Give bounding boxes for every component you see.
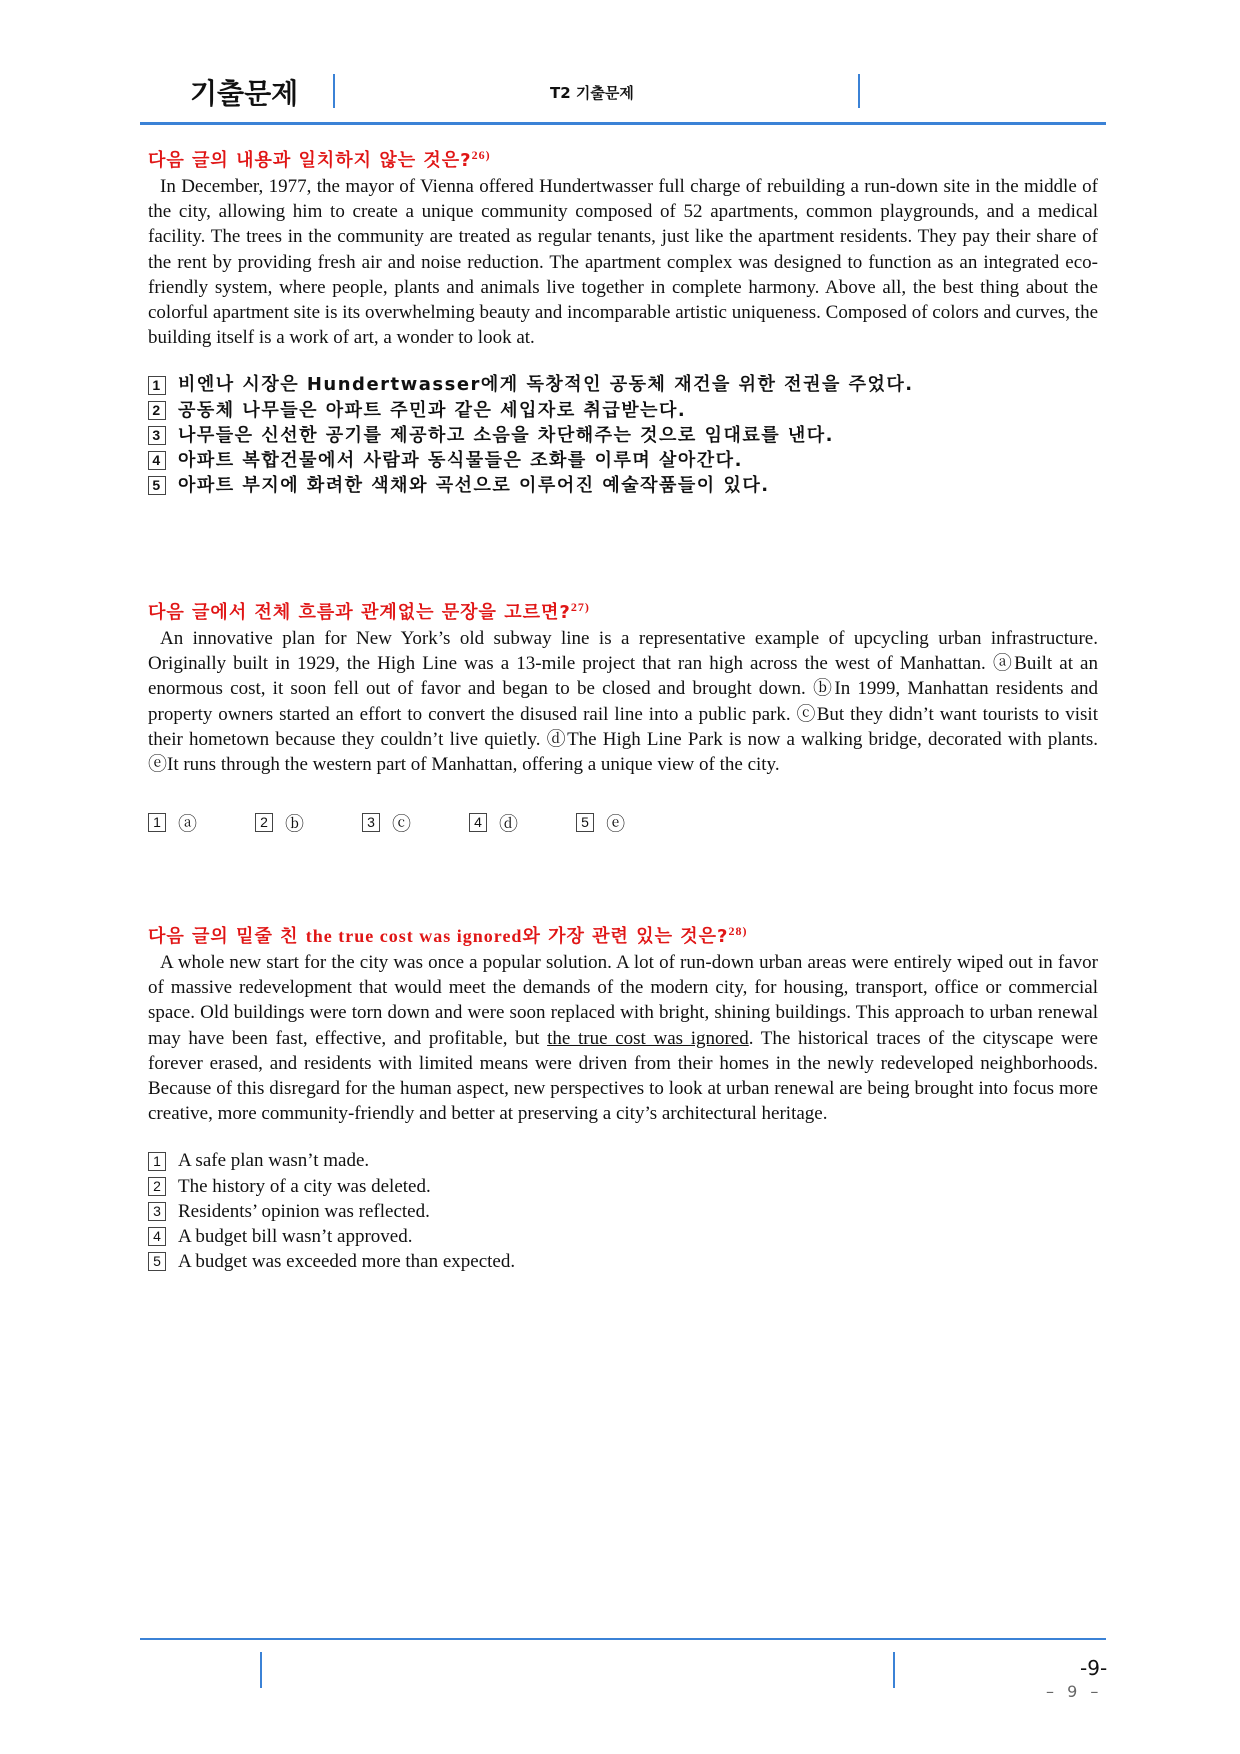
question-title-text: 다음 글의 밑줄 친 xyxy=(148,926,306,947)
choice-2[interactable] xyxy=(148,1174,1098,1199)
choice-text: 아파트 복합건물에서 사람과 동식물들은 조화를 이루며 살아간다. xyxy=(178,450,743,472)
footer-divider xyxy=(893,1652,895,1688)
choice-number: 4 xyxy=(469,813,487,832)
question-28 xyxy=(148,922,1098,1274)
choice-2[interactable] xyxy=(148,398,1098,423)
choice-number: 5 xyxy=(148,476,166,495)
choice-number: 1 xyxy=(148,376,166,395)
choice-number: 4 xyxy=(148,451,166,470)
choice-number: 2 xyxy=(148,1177,166,1196)
choice-text: 비엔나 시장은 Hundertwasser에게 독창적인 공동체 재건을 위한 전권을 주었다. xyxy=(178,374,914,396)
choice-number: 3 xyxy=(148,426,166,445)
header-divider xyxy=(858,74,860,108)
choice-1[interactable] xyxy=(148,809,197,836)
choice-list xyxy=(148,372,1098,498)
choice-list xyxy=(148,809,1098,836)
choice-4[interactable] xyxy=(148,1224,1098,1249)
choice-text: A budget was exceeded more than expected. xyxy=(178,1251,516,1273)
choice-number: 2 xyxy=(255,813,273,832)
footer-rule xyxy=(140,1638,1106,1640)
choice-5[interactable] xyxy=(148,1249,1098,1274)
choice-number: 4 xyxy=(148,1227,166,1246)
choice-3[interactable] xyxy=(362,809,411,836)
choice-number: 1 xyxy=(148,813,166,832)
page-number: -9- xyxy=(1080,1656,1108,1680)
header-subtitle: T2 기출문제 xyxy=(550,84,634,102)
choice-text: 나무들은 신선한 공기를 제공하고 소음을 차단해주는 것으로 임대료를 낸다. xyxy=(178,424,834,446)
question-title-english: the true cost was ignored xyxy=(305,926,523,946)
page-header xyxy=(140,60,1106,126)
choice-text: ⓑ xyxy=(285,814,305,836)
choice-number: 3 xyxy=(148,1202,166,1221)
choice-list xyxy=(148,1148,1098,1274)
underlined-phrase: the true cost was ignored xyxy=(547,1027,749,1049)
choice-1[interactable] xyxy=(148,1148,1098,1173)
header-rule xyxy=(140,122,1106,125)
passage xyxy=(148,950,1098,1126)
choice-text: ⓔ xyxy=(606,814,626,836)
header-title: 기출문제 xyxy=(190,77,299,110)
choice-text: 공동체 나무들은 아파트 주민과 같은 세입자로 취급받는다. xyxy=(178,399,687,421)
choice-number: 2 xyxy=(148,401,166,420)
choice-text: A budget bill wasn’t approved. xyxy=(178,1226,413,1248)
choice-number: 5 xyxy=(148,1252,166,1271)
footer-divider xyxy=(260,1652,262,1688)
passage: An innovative plan for New York’s old subway line is a representative example of upcycling urban infrastructure. Originally built in 1929, the High Line was a 13-mile project that ran high across the west of Manhattan. ⓐBuilt at an enormous cost, it soon fell out of favor and began to be closed and brought down. ⓑIn 1999, Manhattan residents and property owners started an effort to convert the disused rail line into a public park. ⓒBut they didn’t want tourists to visit their hometown because they couldn’t live quietly. ⓓThe High Line Park is now a walking bridge, decorated with plants. ⓔIt runs through the western part of Manhattan, offering a unique view of the city. xyxy=(148,628,1098,776)
footnote-marker: 26) xyxy=(471,148,491,162)
choice-text: ⓐ xyxy=(178,814,198,836)
choice-text: The history of a city was deleted. xyxy=(178,1175,431,1197)
question-title xyxy=(148,598,1098,624)
choice-3[interactable] xyxy=(148,1199,1098,1224)
header-divider xyxy=(333,74,335,108)
choice-number: 5 xyxy=(576,813,594,832)
question-26 xyxy=(148,146,1098,498)
choice-5[interactable] xyxy=(576,809,625,836)
choice-text: Residents’ opinion was reflected. xyxy=(178,1200,430,1222)
question-title xyxy=(148,146,1098,172)
choice-3[interactable] xyxy=(148,423,1098,448)
footnote-marker: 27) xyxy=(570,600,590,614)
choice-5[interactable] xyxy=(148,473,1098,498)
question-title xyxy=(148,922,1098,948)
question-title-text: 다음 글에서 전체 흐름과 관계없는 문장을 고르면? xyxy=(148,602,571,623)
choice-text: ⓓ xyxy=(499,814,519,836)
page-number-small: – 9 – xyxy=(1046,1682,1103,1701)
choice-2[interactable] xyxy=(255,809,304,836)
choice-number: 1 xyxy=(148,1152,166,1171)
choice-1[interactable] xyxy=(148,372,1098,397)
choice-text: A safe plan wasn’t made. xyxy=(178,1150,370,1172)
choice-4[interactable] xyxy=(469,809,518,836)
passage-text: A whole new start for the city was once a popular solution. A lot of run-down urban areas were entirely wiped out in favor of massive redevelopment that would meet the demands of the modern city, for housing, transport, office or commercial space. Old buildings were torn down and were soon replaced with bright, shining buildings. This approach to urban renewal may have been fast, effective, and profitable, but xyxy=(148,952,1098,1049)
choice-4[interactable] xyxy=(148,448,1098,473)
choice-text: 아파트 부지에 화려한 색채와 곡선으로 이루어진 예술작품들이 있다. xyxy=(178,475,770,497)
choice-number: 3 xyxy=(362,813,380,832)
passage-text: . The historical traces of the cityscape were forever erased, and residents with limited means were driven from their homes in the newly redeveloped neighborhoods. Because of this disregard for the human aspect, new perspectives to look at urban renewal are being brought into focus more creative, more community-friendly and better at preserving a city’s architectural heritage. xyxy=(148,1027,1098,1125)
question-title-text: 다음 글의 내용과 일치하지 않는 것은? xyxy=(148,150,472,171)
choice-text: ⓒ xyxy=(392,814,412,836)
footnote-marker: 28) xyxy=(728,924,748,938)
passage: In December, 1977, the mayor of Vienna offered Hundertwasser full charge of rebuilding a run-down site in the middle of the city, allowing him to create a unique community composed of 52 apartments, common playgrounds, and a medical facility. The trees in the community are treated as regular tenants, just like the apartment residents. They pay their share of the rent by providing fresh air and noise reduction. The apartment complex was designed to function as an integrated eco-friendly system, where people, plants and animals live together in complete harmony. Above all, the best thing about the colorful apartment site is its overwhelming beauty and incomparable artistic uniqueness. Composed of colors and curves, the building itself is a work of art, a wonder to look at. xyxy=(148,176,1098,349)
question-title-text: 와 가장 관련 있는 것은? xyxy=(522,926,729,947)
question-27 xyxy=(148,598,1098,836)
